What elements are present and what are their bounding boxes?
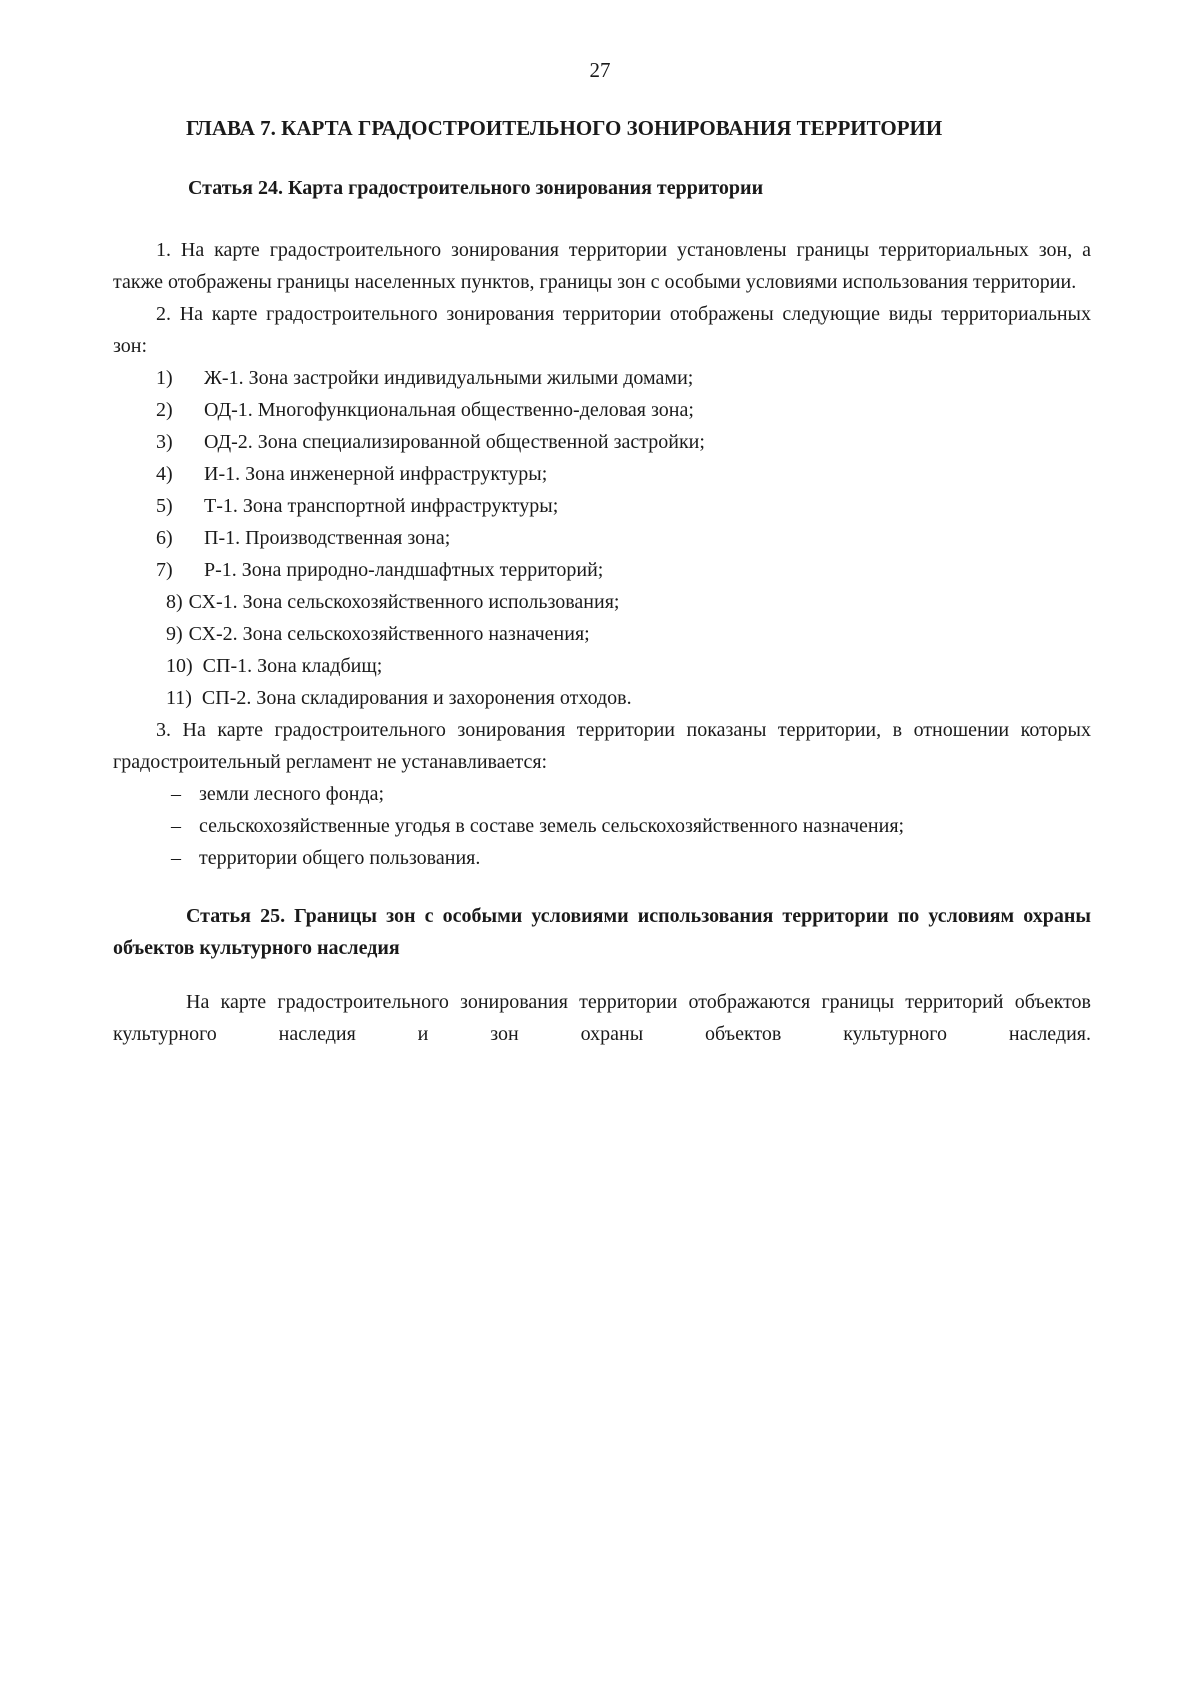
zone-list bbox=[113, 362, 1091, 714]
article-25-title: Статья 25. Границы зон с особыми условиями использования территории по условиям охраны объектов культурного наследия bbox=[113, 905, 1091, 959]
zone-text: Р-1. Зона природно-ландшафтных территорий; bbox=[204, 559, 604, 581]
dash-item-text: сельскохозяйственные угодья в составе земель сельскохозяйственного назначения; bbox=[199, 815, 905, 837]
zone-list-item bbox=[113, 586, 1091, 618]
article-24-paragraph-1: 1. На карте градостроительного зонирования территории установлены границы территориальных зон, а также отображены границы населенных пунктов, границы зон с особыми условиями использования территории. bbox=[113, 239, 1091, 293]
zone-number: 2) bbox=[156, 399, 173, 421]
zone-text: СХ-2. Зона сельскохозяйственного назначения; bbox=[188, 623, 590, 645]
dash-list-item bbox=[113, 778, 1091, 810]
excluded-territories-list bbox=[113, 778, 1091, 874]
zone-text: И-1. Зона инженерной инфраструктуры; bbox=[204, 463, 548, 485]
zone-number: 1) bbox=[156, 367, 173, 389]
dash-marker: – bbox=[171, 847, 181, 869]
zone-text: ОД-1. Многофункциональная общественно-деловая зона; bbox=[204, 399, 694, 421]
zone-list-item bbox=[113, 522, 1091, 554]
dash-list-item bbox=[113, 842, 1091, 874]
article-24-paragraph-3: 3. На карте градостроительного зонирования территории показаны территории, в отношении которых градостроительный регламент не устанавливается: bbox=[113, 719, 1091, 773]
zone-number: 8) bbox=[166, 591, 183, 613]
zone-text: СП-1. Зона кладбищ; bbox=[202, 655, 383, 677]
zone-list-item bbox=[113, 458, 1091, 490]
zone-number: 11) bbox=[166, 687, 192, 709]
zone-list-item bbox=[113, 490, 1091, 522]
zone-list-item bbox=[113, 650, 1091, 682]
zone-number: 7) bbox=[156, 559, 173, 581]
zone-list-item bbox=[113, 362, 1091, 394]
article-24-paragraph-2: 2. На карте градостроительного зонирования территории отображены следующие виды территориальных зон: bbox=[113, 303, 1091, 357]
page-number: 27 bbox=[589, 58, 611, 82]
zone-list-item bbox=[113, 426, 1091, 458]
dash-item-text: земли лесного фонда; bbox=[199, 783, 385, 805]
article-25-paragraph: На карте градостроительного зонирования территории отображаются границы территорий объектов культурного наследия и зон охраны объектов культурного наследия. bbox=[113, 991, 1091, 1045]
zone-number: 10) bbox=[166, 655, 193, 677]
dash-marker: – bbox=[171, 815, 181, 837]
zone-text: П-1. Производственная зона; bbox=[204, 527, 451, 549]
zone-text: ОД-2. Зона специализированной общественной застройки; bbox=[204, 431, 705, 453]
article-24-title: Статья 24. Карта градостроительного зонирования территории bbox=[188, 177, 764, 199]
zone-list-item bbox=[113, 394, 1091, 426]
zone-number: 6) bbox=[156, 527, 173, 549]
dash-list-item bbox=[113, 810, 1091, 842]
zone-list-item bbox=[113, 554, 1091, 586]
page-content bbox=[113, 112, 1091, 1050]
zone-text: СХ-1. Зона сельскохозяйственного использования; bbox=[188, 591, 620, 613]
zone-list-item bbox=[113, 682, 1091, 714]
dash-marker: – bbox=[171, 783, 181, 805]
zone-number: 3) bbox=[156, 431, 173, 453]
zone-number: 9) bbox=[166, 623, 183, 645]
dash-item-text: территории общего пользования. bbox=[199, 847, 481, 869]
zone-text: СП-2. Зона складирования и захоронения отходов. bbox=[201, 687, 632, 709]
zone-number: 4) bbox=[156, 463, 173, 485]
zone-number: 5) bbox=[156, 495, 173, 517]
zone-text: Т-1. Зона транспортной инфраструктуры; bbox=[204, 495, 559, 517]
zone-text: Ж-1. Зона застройки индивидуальными жилыми домами; bbox=[204, 367, 694, 389]
chapter-title: ГЛАВА 7. КАРТА ГРАДОСТРОИТЕЛЬНОГО ЗОНИРОВАНИЯ ТЕРРИТОРИИ bbox=[186, 116, 943, 140]
zone-list-item bbox=[113, 618, 1091, 650]
